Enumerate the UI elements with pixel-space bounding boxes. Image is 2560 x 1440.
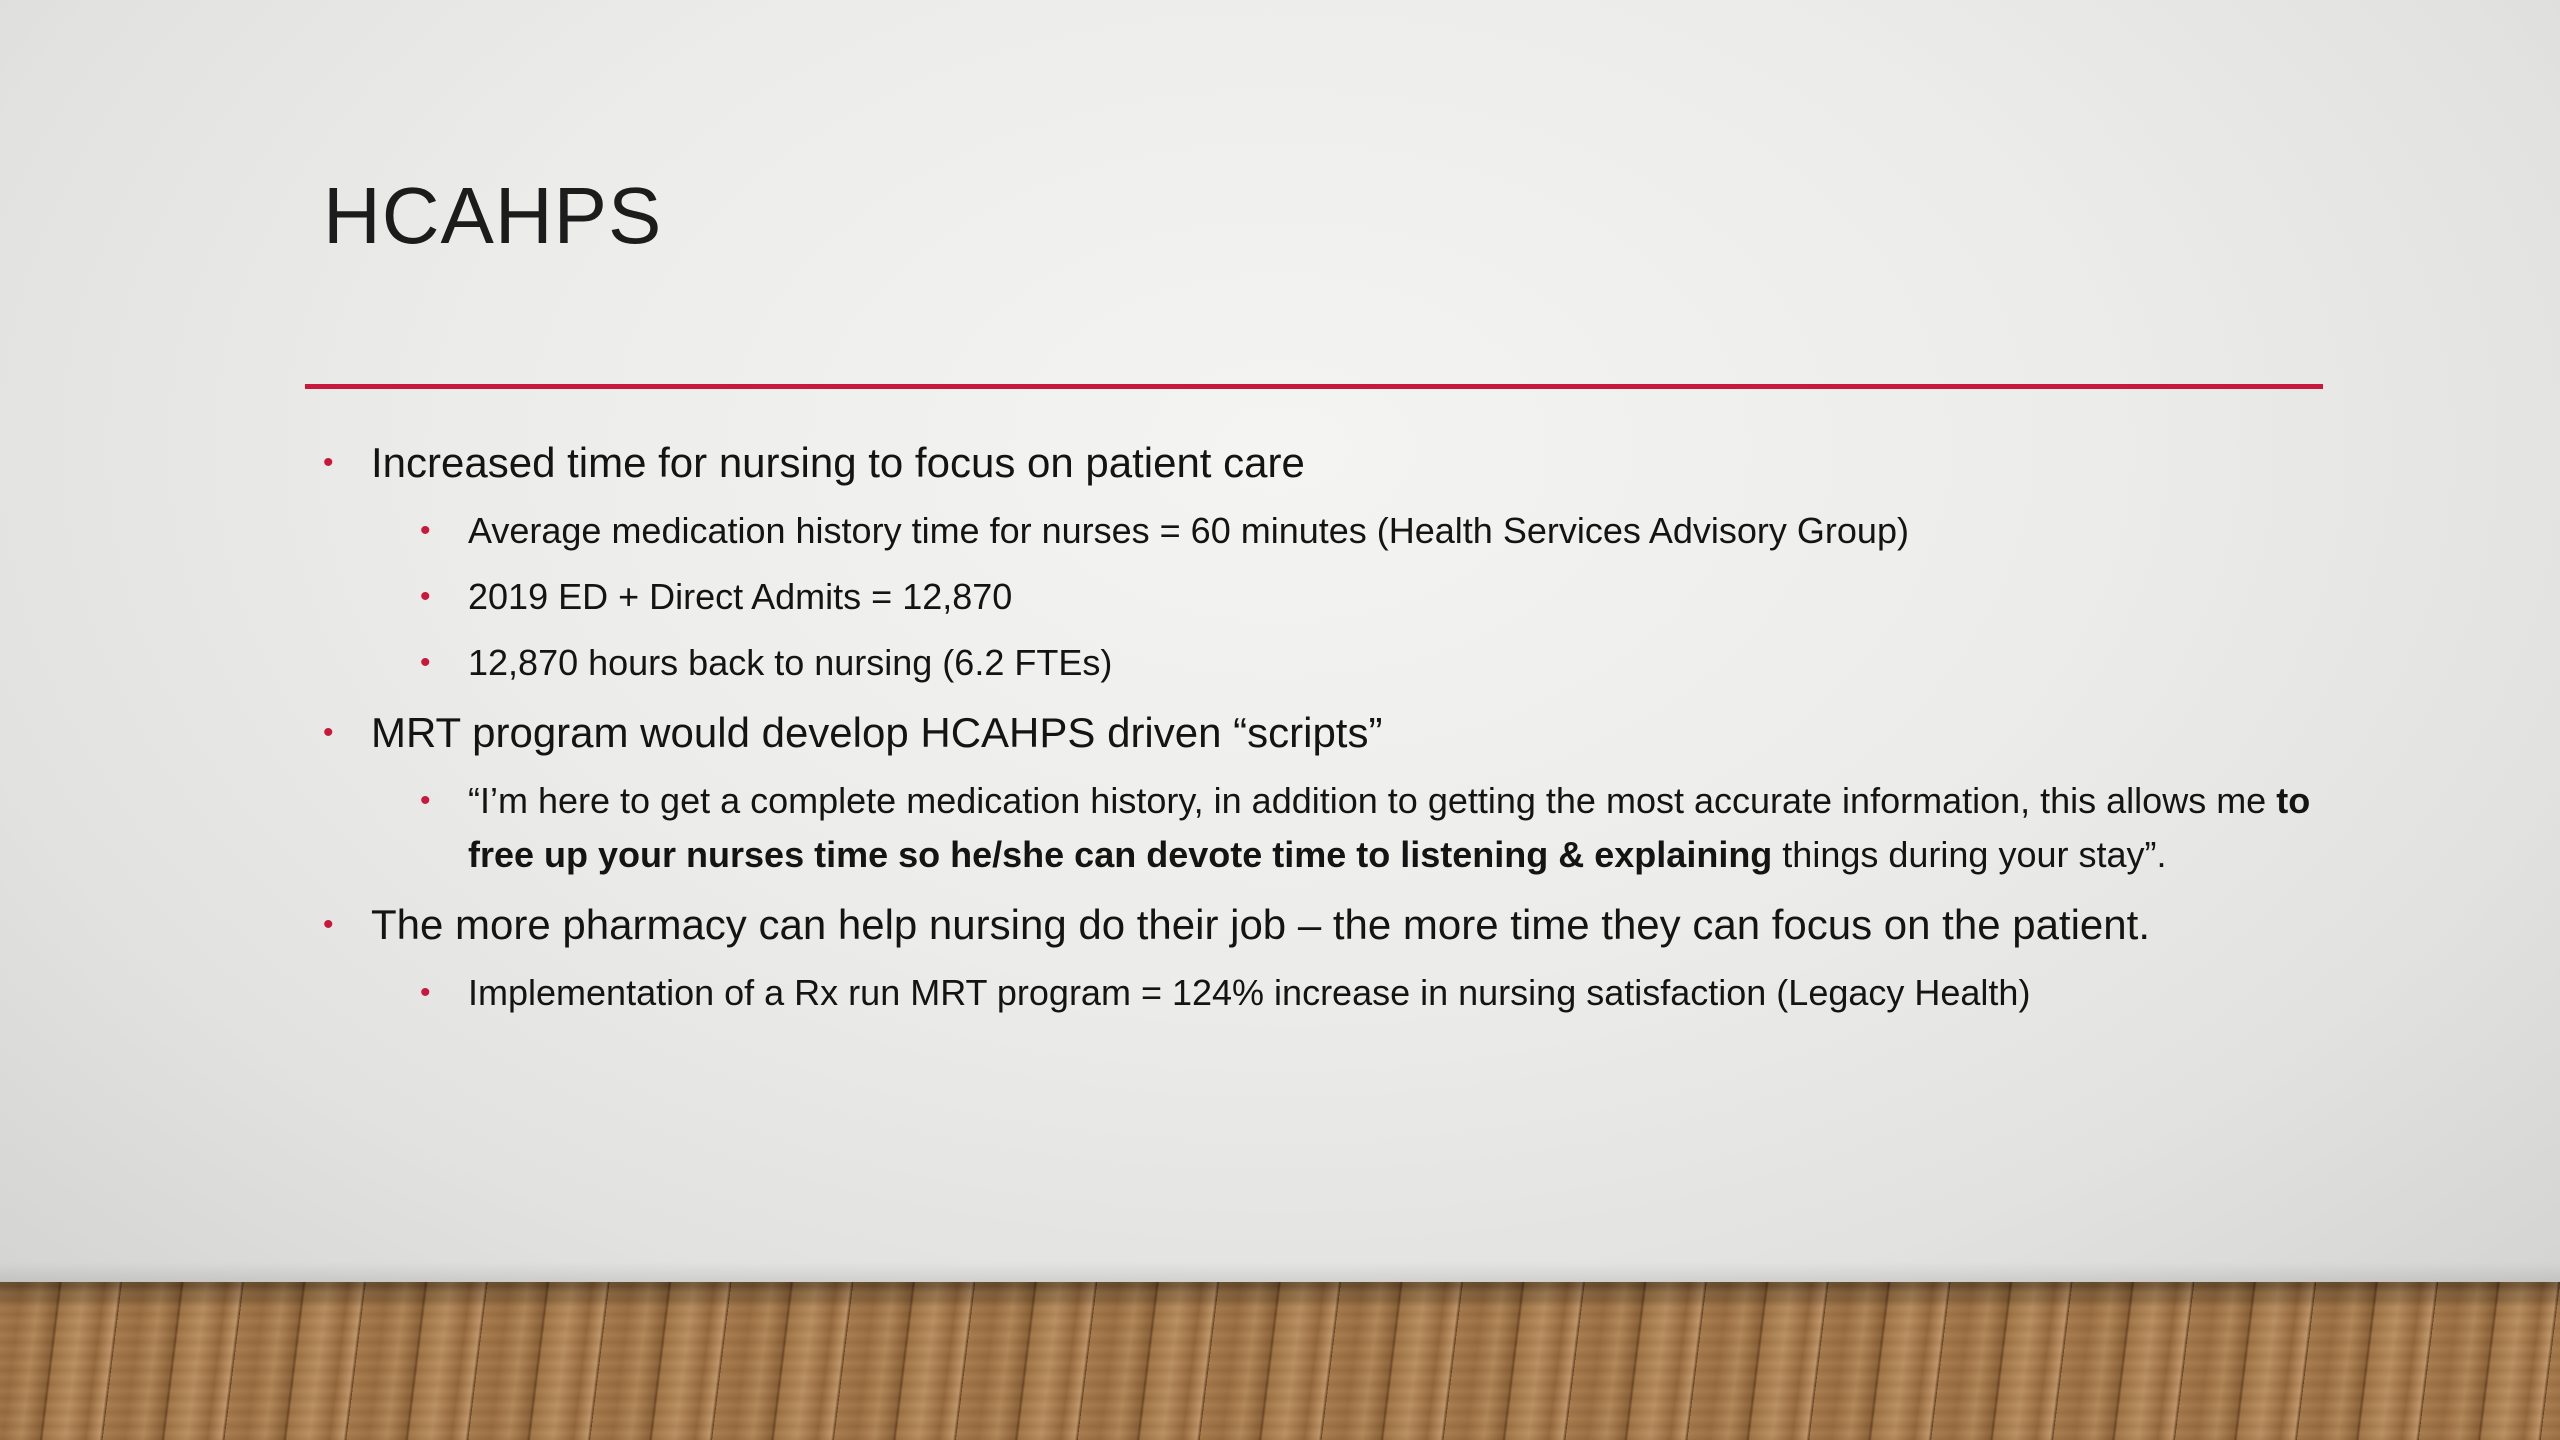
bullet-item bbox=[323, 706, 2323, 760]
bullet-icon: • bbox=[323, 446, 334, 479]
bullet-icon: • bbox=[420, 976, 431, 1009]
bullet-item bbox=[323, 436, 2323, 490]
bullet-text: The more pharmacy can help nursing do their job – the more time they can focus on the patient. bbox=[371, 901, 2150, 948]
sub-bullet-text: 12,870 hours back to nursing (6.2 FTEs) bbox=[468, 642, 1113, 683]
bullet-icon: • bbox=[420, 646, 431, 679]
quote-text-start: “I’m here to get a complete medication history, in addition to getting the most accurate information, this allows me bbox=[468, 780, 2277, 821]
sub-bullet-item bbox=[420, 504, 2323, 558]
bullet-icon: • bbox=[323, 716, 334, 749]
slide-title: HCAHPS bbox=[323, 171, 663, 260]
quote-text-end: things during your stay”. bbox=[1772, 834, 2167, 875]
bullet-icon: • bbox=[323, 908, 334, 941]
title-divider bbox=[305, 384, 2323, 389]
bullet-icon: • bbox=[420, 784, 431, 817]
script-quote bbox=[468, 780, 2310, 875]
sub-bullet-item bbox=[420, 774, 2323, 882]
bullet-text: Increased time for nursing to focus on patient care bbox=[371, 439, 1305, 486]
slide-body bbox=[323, 436, 2323, 1032]
bullet-icon: • bbox=[420, 580, 431, 613]
bullet-text: MRT program would develop HCAHPS driven “scripts” bbox=[371, 709, 1383, 756]
sub-bullet-item bbox=[420, 636, 2323, 690]
sub-bullet-text: 2019 ED + Direct Admits = 12,870 bbox=[468, 576, 1013, 617]
bullet-icon: • bbox=[420, 514, 431, 547]
sub-bullet-item bbox=[420, 570, 2323, 624]
sub-bullet-text: Implementation of a Rx run MRT program = 124% increase in nursing satisfaction (Legacy Health) bbox=[468, 972, 2031, 1013]
sub-bullet-text: Average medication history time for nurses = 60 minutes (Health Services Advisory Group) bbox=[468, 510, 1909, 551]
quote-text-bold: to free up your nurses time so he/she can devote time to listening & explaining bbox=[468, 780, 2311, 875]
wood-floor bbox=[0, 1282, 2560, 1440]
sub-bullet-item bbox=[420, 966, 2323, 1020]
bullet-item bbox=[323, 898, 2323, 952]
